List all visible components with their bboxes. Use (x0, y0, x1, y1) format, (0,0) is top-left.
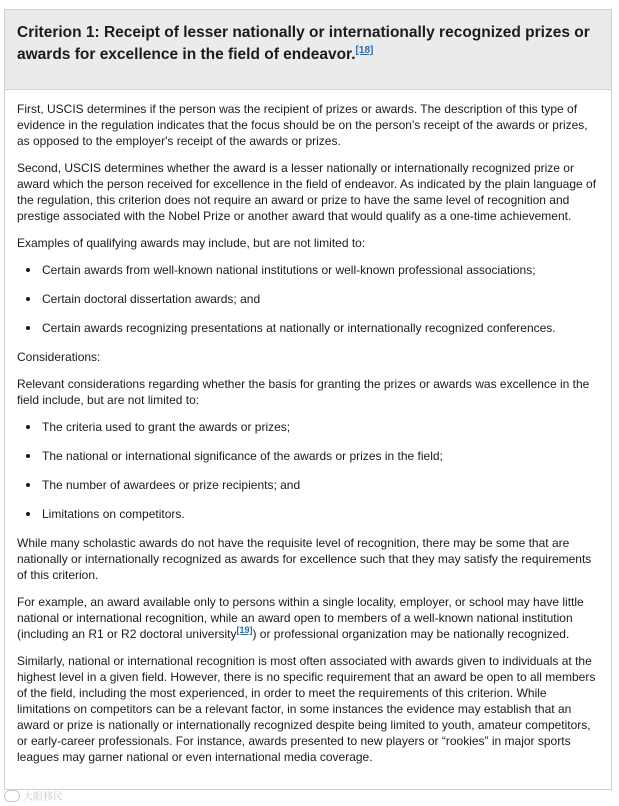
list-item: The number of awardees or prize recipients; and (17, 477, 601, 493)
list-item: The national or international significance of the awards or prizes in the field; (17, 448, 601, 464)
paragraph-receipt: First, USCIS determines if the person was the recipient of prizes or awards. The description of this type of evidence in the regulation indicates that the focus should be on the person's receipt of the awards or prizes, as opposed to the employer's receipt of the awards or prizes. (17, 102, 588, 148)
paragraph-similarly: Similarly, national or international recognition is most often associated with awards given to individuals at the highest level in a given field. However, there is no specific requirement that an award be open to all members of the field, including the most experienced, in order to meet the requirements of this criterion. While limitations on competitors can be a relevant factor, in some instances the evidence may establish that an award or prize is nationally or internationally recognized despite being limited to youth, amateur competitors, or early-career professionals. For instance, awards presented to new players or “rookies” in major sports leagues may garner national or even international media coverage. (17, 654, 596, 764)
paragraph-considerations-intro: Relevant considerations regarding whether the basis for granting the prizes or awards was excellence in the field include, but are not limited to: (17, 377, 590, 407)
paragraph-lesser-award: Second, USCIS determines whether the award is a lesser nationally or internationally recognized prize or award which the person received for excellence in the field of endeavor. As indicated by the plain language of the regulation, this criterion does not require an award or prize to have the same level of recognition and prestige associated with the Nobel Prize or another award that would qualify as a one-time achievement. (17, 161, 597, 223)
panel-body (5, 90, 611, 765)
footnote-link-18[interactable]: [18] (355, 44, 374, 56)
paragraph-considerations-heading: Considerations: (17, 350, 101, 364)
panel-title-text: Criterion 1: Receipt of lesser nationally or internationally recognized prizes or awards for excellence in the field of endeavor. (17, 24, 590, 63)
list-item: The criteria used to grant the awards or prizes; (17, 419, 601, 435)
watermark-text: 大眼移民 (23, 792, 63, 803)
paragraph-example-locality (17, 594, 601, 642)
list-item: Certain awards recognizing presentations at nationally or internationally recognized conferences. (17, 320, 601, 336)
examples-list (17, 262, 601, 336)
footnote-link-19[interactable]: [19] (236, 625, 253, 635)
panel-title (17, 22, 597, 66)
paragraph-text-a: For example, an award available only to persons within a single locality, employer, or school may have little national or international recognition, while an award open to members of a well-known national institution (including an R1 or R2 doctoral university (17, 595, 584, 641)
watermark (4, 788, 63, 803)
considerations-list (17, 419, 601, 522)
list-item: Limitations on competitors. (17, 506, 601, 522)
paragraph-text-b: ) or professional organization may be nationally recognized. (252, 627, 570, 641)
paragraph-scholastic: While many scholastic awards do not have the requisite level of recognition, there may be some that are nationally or internationally recognized as awards for excellence such that they may satisfy the requirements of this criterion. (17, 536, 592, 582)
paragraph-examples-intro: Examples of qualifying awards may include, but are not limited to: (17, 236, 366, 250)
criterion-panel (4, 9, 612, 790)
watermark-logo-icon (4, 790, 20, 802)
list-item: Certain awards from well-known national institutions or well-known professional associations; (17, 262, 601, 278)
panel-header (5, 10, 611, 90)
list-item: Certain doctoral dissertation awards; and (17, 291, 601, 307)
